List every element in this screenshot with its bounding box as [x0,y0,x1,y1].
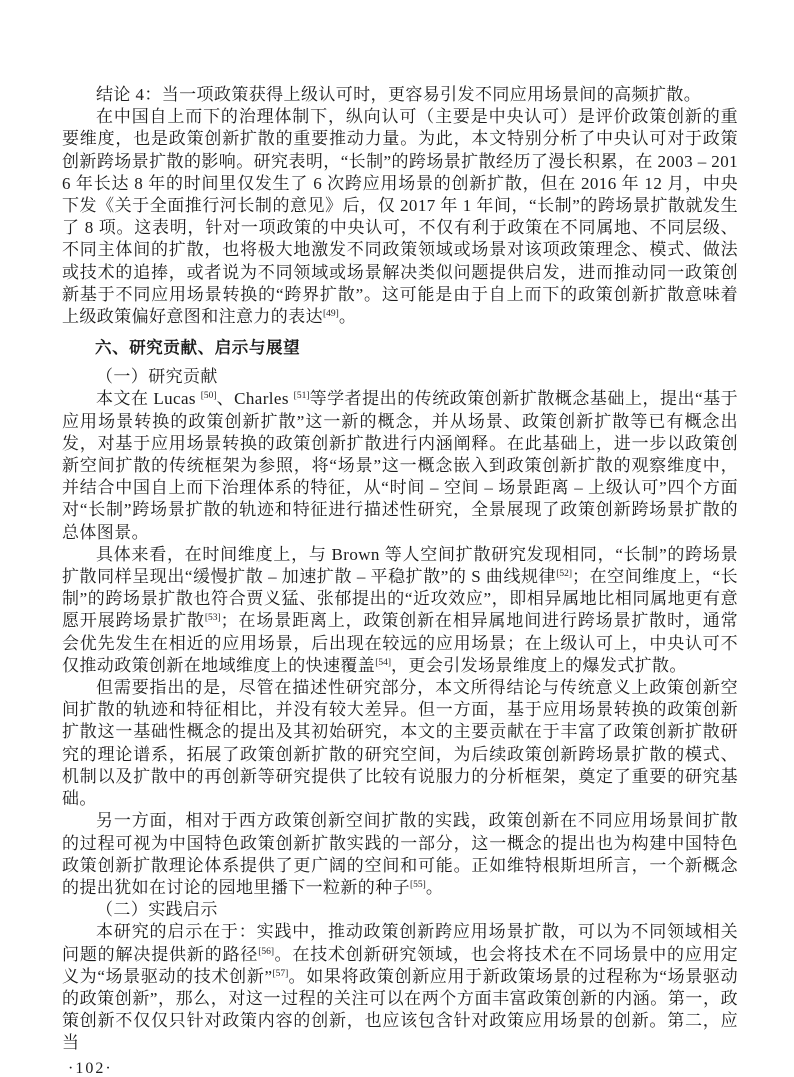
citation-ref: [54] [375,657,392,668]
citation-ref: [56] [258,946,275,957]
paragraph: 具体来看，在时间维度上，与 Brown 等人空间扩散研究发现相同，“长制”的跨场景扩散同样呈现出“缓慢扩散 – 加速扩散 – 平稳扩散”的 S 曲线规律[52]；在空间维度上，“长制”的跨场景扩散也符合贾义猛、张郁提出的“近攻效应”，即相异属地比相同属地更有意愿开展跨场景扩散[53]；在场景距离上，政策创新在相异属地间进行跨场景扩散时，通常会优先发生在相近的应用场景，后出现在较远的应用场景；在上级认可上，中央认可不仅推动政策创新在地域维度上的快速覆盖[54]，更会引发场景维度上的爆发式扩散。 [62,544,739,675]
paragraph: 本文在 Lucas [50]、Charles [51]等学者提出的传统政策创新扩散概念基础上，提出“基于应用场景转换的政策创新扩散”这一新的概念，并从场景、政策创新扩散等已有概念出发，对基于应用场景转换的政策创新扩散进行内涵阐释。在此基础上，进一步以政策创新空间扩散的传统框架为参照，将“场景”这一概念嵌入到政策创新扩散的观察维度中，并结合中国自上而下治理体系的特征，从“时间 – 空间 – 场景距离 – 上级认可”四个方面对“长制”跨场景扩散的轨迹和特征进行描述性研究，全景展现了政策创新跨场景扩散的总体图景。 [62,389,738,542]
citation-ref: [55] [410,879,426,890]
paragraph: （一）研究贡献 [96,367,218,387]
citation-ref: [50] [200,391,217,402]
paragraph: 结论 4：当一项政策获得上级认可时，更容易引发不同应用场景间的高频扩散。 [96,85,702,104]
page-number: ·102· [68,1059,113,1077]
citation-ref: [57] [272,968,289,979]
citation-ref: [52] [556,569,573,580]
paragraph: 但需要指出的是，尽管在描述性研究部分，本文所得结论与传统意义上政策创新空间扩散的轨迹和特征相比，并没有较大差异。但一方面，基于应用场景转换的政策创新扩散这一基础性概念的提出及其初始研究，本文的主要贡献在于丰富了政策创新扩散研究的理论谱系，拓展了政策创新扩散的研究空间，为后续政策创新跨场景扩散的模式、机制以及扩散中的再创新等研究提供了比较有说服力的分析框架，奠定了重要的研究基础。 [62,678,738,809]
section-heading: 六、研究贡献、启示与展望 [95,339,301,358]
paragraph: 本研究的启示在于：实践中，推动政策创新跨应用场景扩散，可以为不同领域相关问题的解决提供新的路径[56]。在技术创新研究领域，也会将技术在不同场景中的应用定义为“场景驱动的技术创新”[57]。如果将政策创新应用于新政策场景的过程称为“场景驱动的政策创新”，那么，对这一过程的关注可以在两个方面丰富政策创新的内涵。第一，政策创新不仅仅只针对政策内容的创新，也应该包含针对政策应用场景的创新。第二，应当 [62,922,738,1053]
article-body [62,84,738,1055]
paragraph: （二）实践启示 [96,900,218,920]
citation-ref: [49] [323,309,339,320]
paragraph: 在中国自上而下的治理体制下，纵向认可（主要是中央认可）是评价政策创新的重要维度，也是政策创新扩散的重要推动力量。为此，本文特别分析了中央认可对于政策创新跨场景扩散的影响。研究表明，“长制”的跨场景扩散经历了漫长积累，在 2003 – 2016 年长达 8 年的时间里仅发生了 6 次跨应用场景的创新扩散，但在 2016 年 12 月，中央下发《关于全面推行河长制的意见》后，仅 2017 年 1 年间，“长制”的跨场景扩散就发生了 8 项。这表明，针对一项政策的中央认可，不仅有利于政策在不同属地、不同层级、不同主体间的扩散，也将极大地激发不同政策领域或场景对该项政策理念、模式、做法或技术的追捧，或者说为不同领域或场景解决类似问题提供启发，进而推动同一政策创新基于不同应用场景转换的“跨界扩散”。这可能是由于自上而下的政策创新扩散意味着上级政策偏好意图和注意力的表达[49]。 [62,107,738,327]
citation-ref: [53] [204,613,221,624]
citation-ref: [51] [293,391,310,402]
paragraph: 另一方面，相对于西方政策创新空间扩散的实践，政策创新在不同应用场景间扩散的过程可视为中国特色政策创新扩散实践的一部分，这一概念的提出也为构建中国特色政策创新扩散理论体系提供了更广阔的空间和可能。正如维特根斯坦所言，一个新概念的提出犹如在讨论的园地里播下一粒新的种子[55]。 [62,811,738,897]
